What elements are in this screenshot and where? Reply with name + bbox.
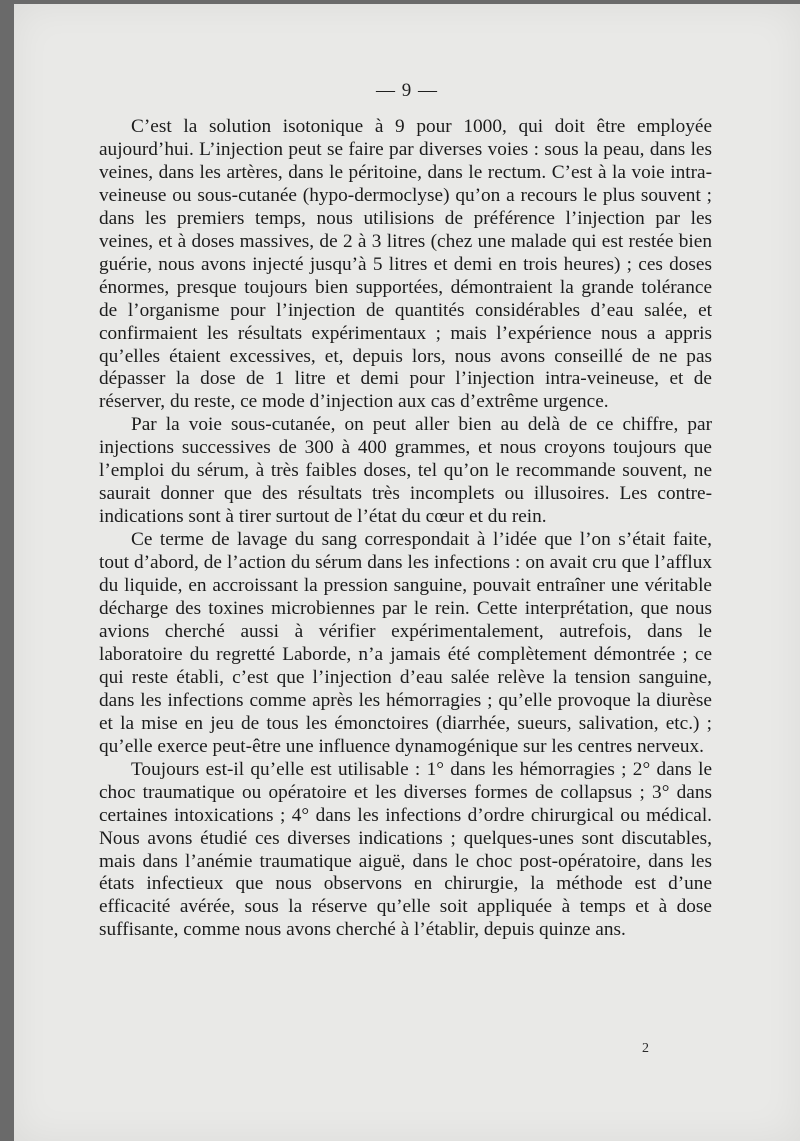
paragraph-blood-washing: Ce terme de lavage du sang correspondait à l’idée que l’on s’était faite, tout d’abord, de l’action du sérum dans les infections : on avait cru que l’afflux du liquide, en accroissant la pression sanguine, pouvait entraîner une véritable décharge des toxines microbiennes par le rein. Cette interprétation, que nous avions cherché aussi à vérifier expérimentalement, autrefois, dans le laboratoire du regretté Laborde, n’a jamais été complètement démontrée ; ce qui reste établi, c’est que l’injection d’eau salée relève la tension sanguine, dans les infections comme après les hémorragies ; qu’elle provoque la diurèse et la mise en jeu de tous les émonctoires (diarrhée, sueurs, salivation, etc.) ; qu’elle exerce peut-être une influence dynamogénique sur les centres nerveux.: [99, 529, 712, 757]
printer-signature-mark: 2: [642, 1041, 649, 1056]
paragraph-isotonic-solution: C’est la solution isotonique à 9 pour 1000, qui doit être employée aujourd’hui. L’injection peut se faire par diverses voies : sous la peau, dans les veines, dans les artères, dans le péritoine, dans le rectum. C’est à la voie intra-veineuse ou sous-cutanée (hypo-dermoclyse) qu’on a recours le plus souvent ; dans les premiers temps, nous utilisions de préférence l’injection par les veines, et à doses massives, de 2 à 3 litres (chez une malade qui est restée bien guérie, nous avons injecté jusqu’à 5 litres et demi en trois heures) ; ces doses énormes, presque toujours bien supportées, démontraient la grande tolérance de l’organisme pour l’injection de quantités considérables d’eau salée, et confirmaient les résultats expérimentaux ; mais l’expérience nous a appris qu’elles étaient excessives, et, depuis lors, nous avons conseillé de ne pas dépasser la dose de 1 litre et demi pour l’injection intra-veineuse, et de réserver, du reste, ce mode d’injection aux cas d’extrême urgence.: [99, 116, 712, 413]
page-number: — 9 —: [376, 80, 438, 101]
body-text: [99, 116, 712, 942]
paragraph-subcutaneous-route: Par la voie sous-cutanée, on peut aller bien au delà de ce chiffre, par injections successives de 300 à 400 grammes, et nous croyons toujours que l’emploi du sérum, à très faibles doses, tel qu’on le recommande souvent, ne saurait donner que des résultats très incomplets ou illusoires. Les contre-indications sont à tirer surtout de l’état du cœur et du rein.: [99, 414, 712, 528]
paragraph-indications: Toujours est-il qu’elle est utilisable : 1° dans les hémorragies ; 2° dans le choc traumatique ou opératoire et les diverses formes de collapsus ; 3° dans certaines intoxications ; 4° dans les infections d’ordre chirurgical ou médical. Nous avons étudié ces diverses indications ; quelques-unes sont discutables, mais dans l’anémie traumatique aiguë, dans le choc post-opératoire, dans les états infectieux que nous observons en chirurgie, la méthode est d’une efficacité avérée, sous la réserve qu’elle soit appliquée à temps et à dose suffisante, comme nous avons cherché à l’établir, depuis quinze ans.: [99, 758, 712, 941]
scanned-page: [14, 4, 800, 1141]
